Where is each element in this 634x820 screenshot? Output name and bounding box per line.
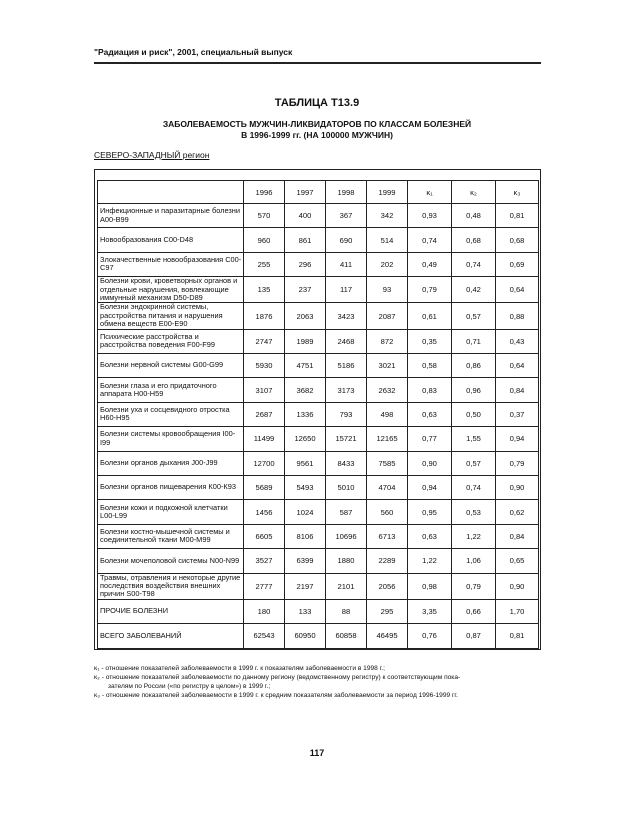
- table-cell: 411: [326, 252, 367, 276]
- table-cell: 1,06: [452, 549, 496, 573]
- row-label: Болезни кожи и подкожной клетчатки L00-L99: [98, 500, 244, 524]
- table-subtitle-line1: ЗАБОЛЕВАЕМОСТЬ МУЖЧИН-ЛИКВИДАТОРОВ ПО КЛАССАМ БОЛЕЗНЕЙ: [162, 119, 472, 129]
- table-cell: 296: [285, 252, 326, 276]
- row-label: Болезни органов дыхания J00-J99: [98, 451, 244, 475]
- table-cell: 0,79: [452, 573, 496, 599]
- table-row: [98, 500, 539, 524]
- row-label: ВСЕГО ЗАБОЛЕВАНИЙ: [98, 624, 244, 648]
- table-cell: 133: [285, 599, 326, 623]
- table-cell: 0,84: [496, 524, 539, 548]
- table-cell: 4704: [367, 475, 408, 499]
- table-cell: 12165: [367, 427, 408, 451]
- table-cell: 2468: [326, 329, 367, 353]
- table-cell: 12650: [285, 427, 326, 451]
- table-cell: 0,71: [452, 329, 496, 353]
- row-label: Болезни костно-мышечной системы и соединительной ткани М00-М99: [98, 524, 244, 548]
- table-cell: 237: [285, 277, 326, 303]
- table-cell: 861: [285, 228, 326, 252]
- table-cell: 12700: [244, 451, 285, 475]
- table-cell: 1456: [244, 500, 285, 524]
- row-label: Болезни уха и сосцевидного отростка Н60-Н95: [98, 402, 244, 426]
- table-cell: 7585: [367, 451, 408, 475]
- table-row: [98, 524, 539, 548]
- table-cell: 3682: [285, 378, 326, 402]
- table-cell: 5010: [326, 475, 367, 499]
- row-label: Новообразования С00-D48: [98, 228, 244, 252]
- table-cell: 8106: [285, 524, 326, 548]
- table-body: [98, 204, 539, 649]
- footnote-k1: κ₁ - отношение показателей заболеваемости в 1999 г. к показателям заболеваемости в 1998 г.;: [94, 665, 385, 672]
- row-label: Болезни крови, кроветворных органов и отдельные нарушения, вовлекающие иммунный механизм D50-D89: [98, 277, 244, 303]
- column-header: 1996: [244, 181, 285, 204]
- column-header: 1998: [326, 181, 367, 204]
- table-cell: 295: [367, 599, 408, 623]
- table-cell: 1,55: [452, 427, 496, 451]
- table-cell: 0,65: [496, 549, 539, 573]
- table-subtitle-line2: В 1996-1999 гг. (НА 100000 МУЖЧИН): [241, 130, 393, 140]
- table-cell: 0,84: [496, 378, 539, 402]
- table-cell: 0,96: [452, 378, 496, 402]
- table-cell: 180: [244, 599, 285, 623]
- table-cell: 0,74: [408, 228, 452, 252]
- table-row: [98, 303, 539, 329]
- table-cell: 0,74: [452, 252, 496, 276]
- table-cell: 342: [367, 204, 408, 228]
- row-label: ПРОЧИЕ БОЛЕЗНИ: [98, 599, 244, 623]
- table-cell: 0,57: [452, 303, 496, 329]
- table-cell: 1,70: [496, 599, 539, 623]
- region-label: СЕВЕРО-ЗАПАДНЫЙ регион: [94, 150, 210, 160]
- table-cell: 0,50: [452, 402, 496, 426]
- table-cell: 2777: [244, 573, 285, 599]
- table-cell: 5930: [244, 354, 285, 378]
- table-cell: 2087: [367, 303, 408, 329]
- page-number: 117: [309, 748, 325, 758]
- table-cell: 0,74: [452, 475, 496, 499]
- table-cell: 570: [244, 204, 285, 228]
- table-cell: 0,62: [496, 500, 539, 524]
- table-row: [98, 252, 539, 276]
- row-label: Болезни нервной системы G00-G99: [98, 354, 244, 378]
- table-cell: 0,90: [496, 475, 539, 499]
- table-cell: 0,43: [496, 329, 539, 353]
- footnote-k2-cont: зателям по России («по регистру в целом») в 1999 г.;: [108, 683, 271, 690]
- table-cell: 135: [244, 277, 285, 303]
- table-cell: 1880: [326, 549, 367, 573]
- table-cell: 0,98: [408, 573, 452, 599]
- table-cell: 400: [285, 204, 326, 228]
- column-header: κ₃: [496, 181, 539, 204]
- table-cell: 6713: [367, 524, 408, 548]
- table-cell: 15721: [326, 427, 367, 451]
- table-cell: 0,63: [408, 402, 452, 426]
- table-cell: 960: [244, 228, 285, 252]
- column-header: 1997: [285, 181, 326, 204]
- table-cell: 498: [367, 402, 408, 426]
- journal-header: "Радиация и риск", 2001, специальный выпуск: [94, 47, 293, 57]
- row-label: Травмы, отравления и некоторые другие последствия воздействия внешних причин S00-Т98: [98, 573, 244, 599]
- table-row: [98, 573, 539, 599]
- table-cell: 514: [367, 228, 408, 252]
- table-cell: 0,53: [452, 500, 496, 524]
- header-rule: [94, 62, 541, 64]
- table-cell: 0,77: [408, 427, 452, 451]
- table-cell: 690: [326, 228, 367, 252]
- table-row: [98, 599, 539, 623]
- table-cell: 0,69: [496, 252, 539, 276]
- column-header: κ₁: [408, 181, 452, 204]
- table-cell: 6605: [244, 524, 285, 548]
- table-cell: 8433: [326, 451, 367, 475]
- table-cell: 0,90: [408, 451, 452, 475]
- table-cell: 0,63: [408, 524, 452, 548]
- table-cell: 2632: [367, 378, 408, 402]
- table-cell: 2197: [285, 573, 326, 599]
- table-cell: 1876: [244, 303, 285, 329]
- table-title: ТАБЛИЦА Т13.9: [274, 97, 360, 109]
- table-cell: 0,83: [408, 378, 452, 402]
- table-row: [98, 624, 539, 648]
- row-label: Инфекционные и паразитарные болезни А00-В99: [98, 204, 244, 228]
- table-cell: 0,66: [452, 599, 496, 623]
- table-row: [98, 475, 539, 499]
- table-cell: 3021: [367, 354, 408, 378]
- table-cell: 0,90: [496, 573, 539, 599]
- row-label: Болезни системы кровообращения I00-I99: [98, 427, 244, 451]
- table-cell: 3423: [326, 303, 367, 329]
- table-cell: 60858: [326, 624, 367, 648]
- table-cell: 367: [326, 204, 367, 228]
- table-cell: 0,57: [452, 451, 496, 475]
- table-cell: 0,87: [452, 624, 496, 648]
- row-label: Болезни глаза и его придаточного аппарата Н00-Н59: [98, 378, 244, 402]
- table-cell: 0,81: [496, 624, 539, 648]
- row-label: Психические расстройства и расстройства поведения F00-F99: [98, 329, 244, 353]
- table-cell: 0,79: [408, 277, 452, 303]
- table-cell: 6399: [285, 549, 326, 573]
- table-cell: 2289: [367, 549, 408, 573]
- table-cell: 587: [326, 500, 367, 524]
- table-cell: 0,64: [496, 277, 539, 303]
- table-cell: 11499: [244, 427, 285, 451]
- table-cell: 0,68: [452, 228, 496, 252]
- table-cell: 93: [367, 277, 408, 303]
- table-cell: 60950: [285, 624, 326, 648]
- table-row: [98, 204, 539, 228]
- table-cell: 10696: [326, 524, 367, 548]
- table-cell: 1,22: [452, 524, 496, 548]
- table-cell: 3173: [326, 378, 367, 402]
- table-cell: 3107: [244, 378, 285, 402]
- table-cell: 1336: [285, 402, 326, 426]
- table-cell: 202: [367, 252, 408, 276]
- table-cell: 5689: [244, 475, 285, 499]
- table-row: [98, 402, 539, 426]
- table-cell: 1,22: [408, 549, 452, 573]
- morbidity-table: [97, 180, 539, 649]
- table-cell: 0,81: [496, 204, 539, 228]
- table-cell: 0,37: [496, 402, 539, 426]
- table-row: [98, 378, 539, 402]
- row-label: Болезни мочеполовой системы N00-N99: [98, 549, 244, 573]
- table-cell: 4751: [285, 354, 326, 378]
- table-cell: 872: [367, 329, 408, 353]
- table-row: [98, 451, 539, 475]
- table-cell: 0,94: [496, 427, 539, 451]
- row-label: Болезни эндокринной системы, расстройства питания и нарушения обмена веществ Е00-Е90: [98, 303, 244, 329]
- table-cell: 793: [326, 402, 367, 426]
- table-cell: 0,49: [408, 252, 452, 276]
- table-cell: 117: [326, 277, 367, 303]
- table-cell: 2056: [367, 573, 408, 599]
- table-cell: 1024: [285, 500, 326, 524]
- table-cell: 0,48: [452, 204, 496, 228]
- table-cell: 0,61: [408, 303, 452, 329]
- column-header: 1999: [367, 181, 408, 204]
- table-cell: 0,58: [408, 354, 452, 378]
- table-cell: 0,88: [496, 303, 539, 329]
- table-cell: 0,94: [408, 475, 452, 499]
- table-cell: 2747: [244, 329, 285, 353]
- table-cell: 5493: [285, 475, 326, 499]
- table-cell: 560: [367, 500, 408, 524]
- table-cell: 0,42: [452, 277, 496, 303]
- table-header-row: [98, 181, 539, 204]
- table-cell: 46495: [367, 624, 408, 648]
- table-cell: 2063: [285, 303, 326, 329]
- table-cell: 0,86: [452, 354, 496, 378]
- table-row: [98, 277, 539, 303]
- table-row: [98, 329, 539, 353]
- table-cell: 2101: [326, 573, 367, 599]
- column-header: [98, 181, 244, 204]
- table-cell: 0,93: [408, 204, 452, 228]
- row-label: Болезни органов пищеварения К00-К93: [98, 475, 244, 499]
- table-cell: 0,64: [496, 354, 539, 378]
- table-row: [98, 427, 539, 451]
- table-cell: 0,35: [408, 329, 452, 353]
- table-cell: 5186: [326, 354, 367, 378]
- table-cell: 9561: [285, 451, 326, 475]
- table-cell: 0,68: [496, 228, 539, 252]
- table-cell: 0,79: [496, 451, 539, 475]
- row-label: Злокачественные новообразования С00-С97: [98, 252, 244, 276]
- table-cell: 0,76: [408, 624, 452, 648]
- table-cell: 2687: [244, 402, 285, 426]
- table-cell: 1989: [285, 329, 326, 353]
- table-cell: 255: [244, 252, 285, 276]
- table-cell: 3527: [244, 549, 285, 573]
- table-cell: 0,95: [408, 500, 452, 524]
- table-row: [98, 354, 539, 378]
- footnotes: [94, 664, 544, 700]
- table-row: [98, 228, 539, 252]
- table-cell: 88: [326, 599, 367, 623]
- column-header: κ₂: [452, 181, 496, 204]
- footnote-k3: κ₃ - отношение показателей заболеваемости в 1999 г. к средним показателям заболеваемости за период 1996-1999 гг.: [94, 692, 458, 699]
- table-cell: 3,35: [408, 599, 452, 623]
- table-row: [98, 549, 539, 573]
- footnote-k2: κ₂ - отношение показателей заболеваемости по данному региону (ведомственному регистру) к соответствующим пока-: [94, 674, 461, 681]
- table-cell: 62543: [244, 624, 285, 648]
